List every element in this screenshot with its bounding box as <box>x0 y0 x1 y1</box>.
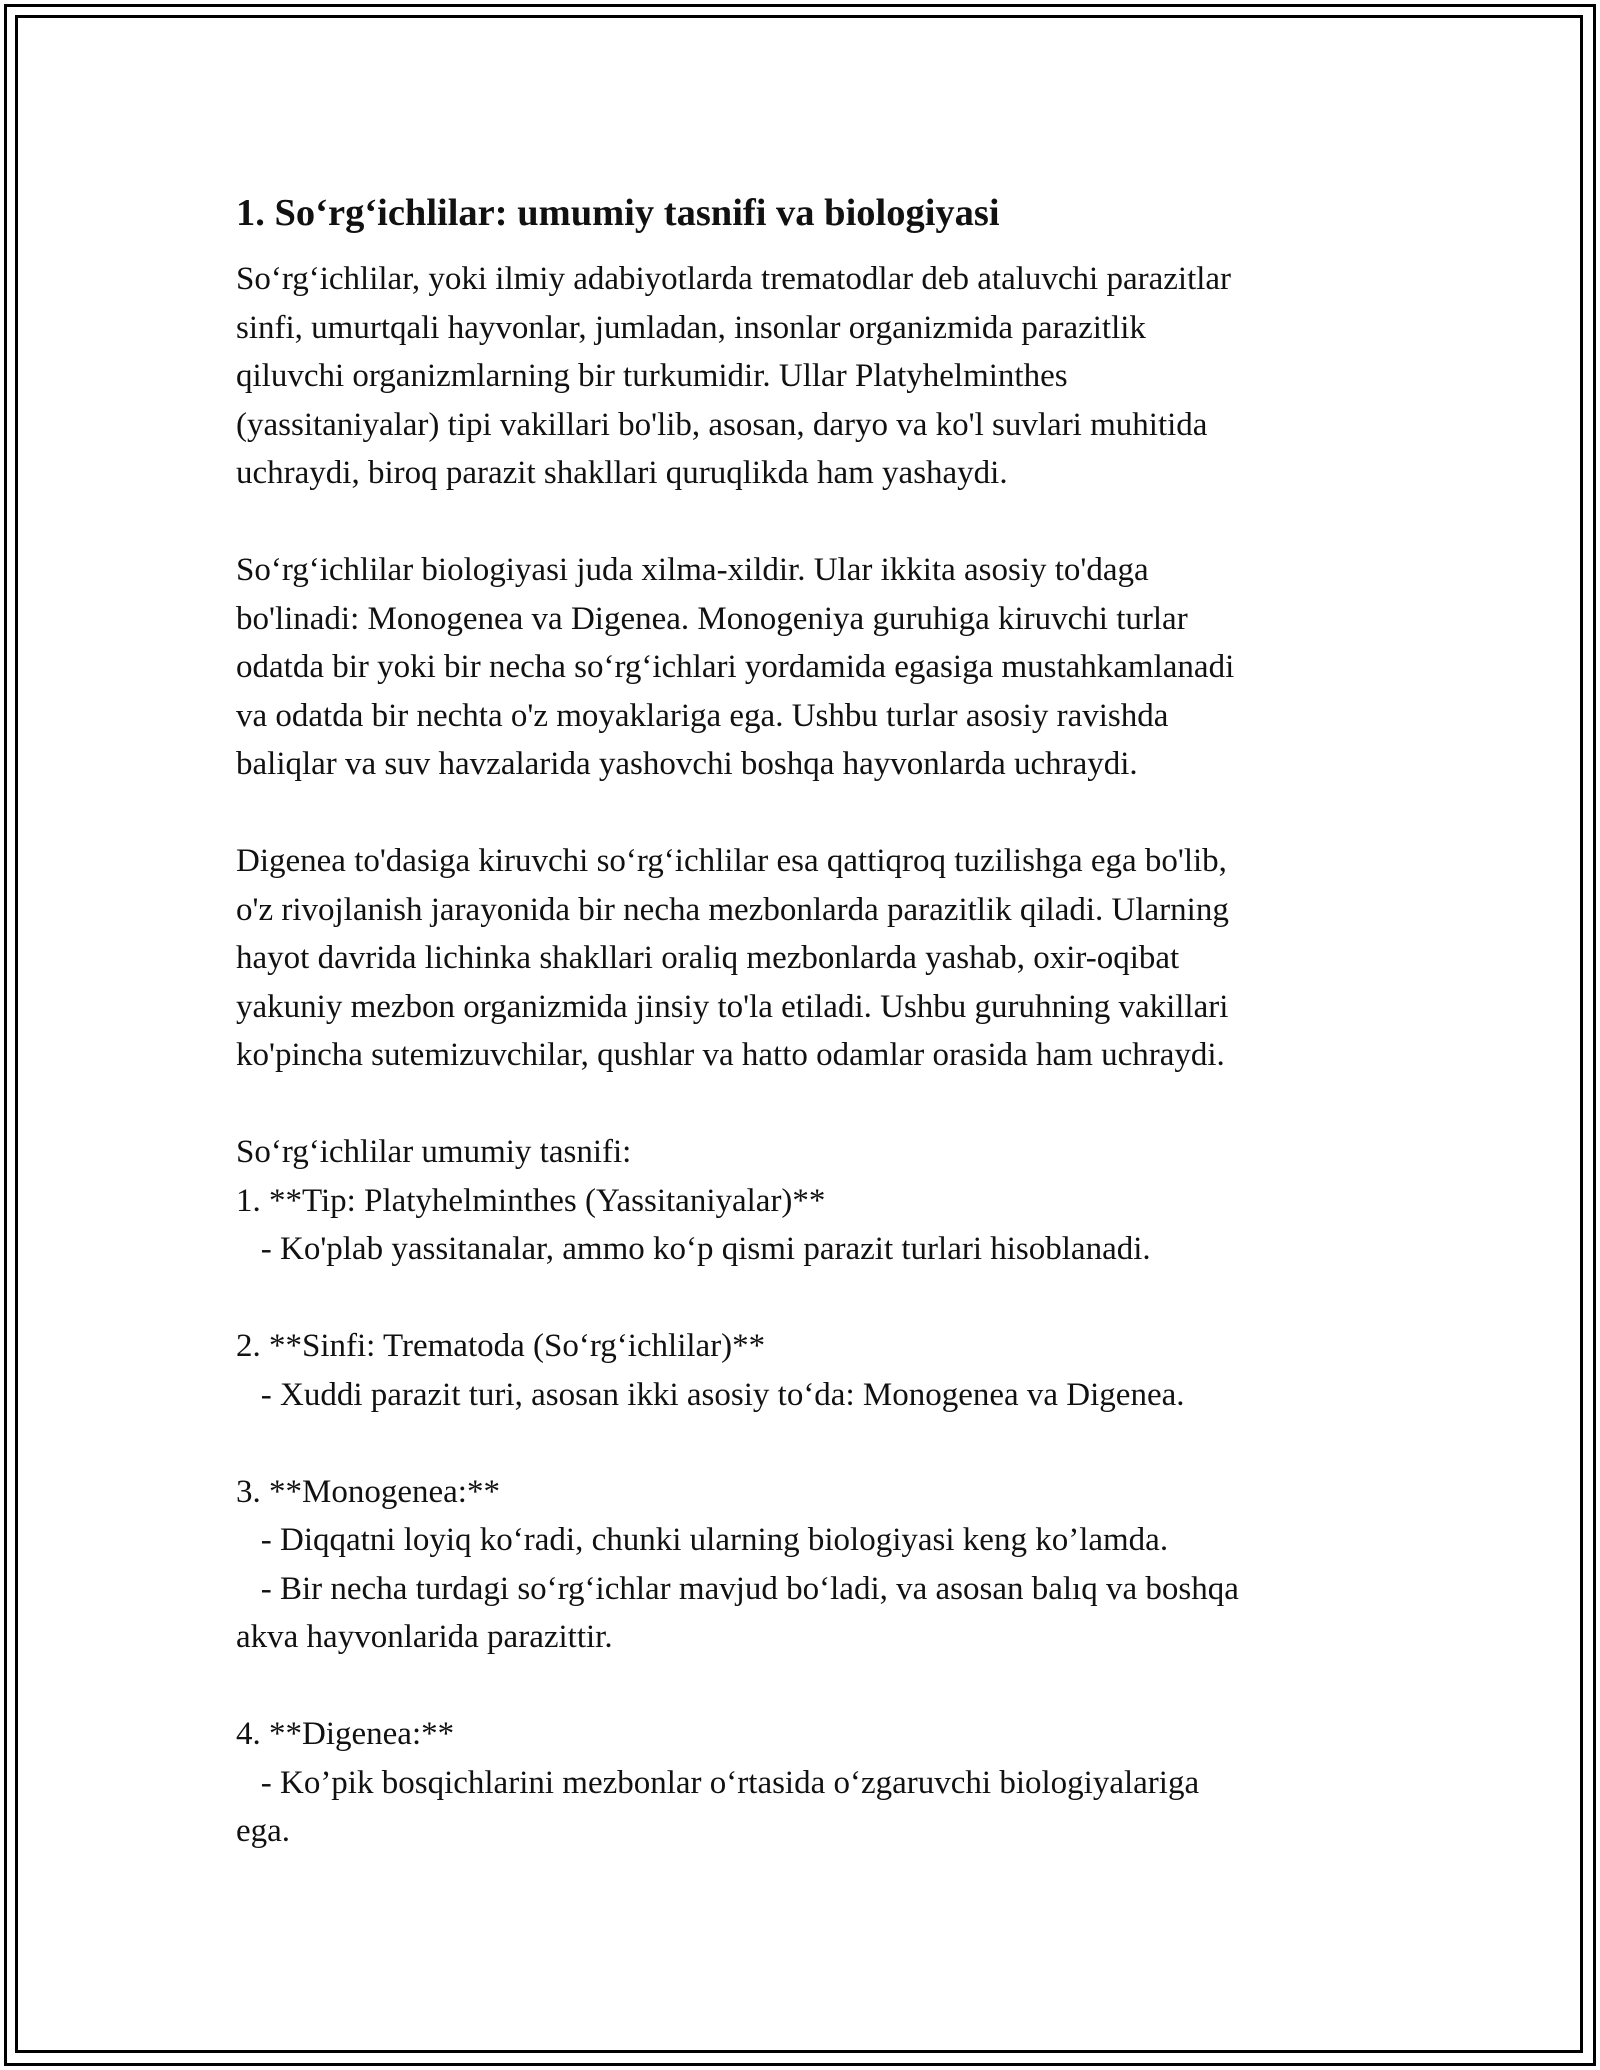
classification-item-line: - Ko’pik bosqichlarini mezbonlar o‘rtasida o‘zgaruvchi biologiyalariga <box>236 1764 1200 1801</box>
document-title: 1. So‘rg‘ichlilar: umumiy tasnifi va biologiyasi <box>236 192 1000 234</box>
classification-item-line: - Ko'plab yassitanalar, ammo ko‘p qismi parazit turlari hisoblanadi. <box>236 1231 1151 1267</box>
classification-item-title: 3. **Monogenea:** <box>236 1473 500 1510</box>
classification-item <box>236 1710 1376 1856</box>
classification-item-line: - Diqqatni loyiq ko‘radi, chunki ularning biologiyasi keng ko’lamda. <box>236 1522 1169 1558</box>
document-body <box>236 185 1376 1904</box>
paragraph-digenea: Digenea to'dasiga kiruvchi so‘rg‘ichlilar esa qattiqroq tuzilishga ega bo'lib, o'z rivojlanish jarayonida bir necha mezbonlarda parazitlik qiladi. Ularning hayot davrida lichinka shakllari oraliq mezbonlarda yashab, oxir-oqibat yakuniy mezbon organizmida jinsiy to'la etiladi. Ushbu guruhning vakillari ko'pincha sutemizuvchilar, qushlar va hatto odamlar orasida ham uchraydi. <box>236 843 1229 1073</box>
paragraph-biology: So‘rg‘ichlilar biologiyasi juda xilma-xildir. Ular ikkita asosiy to'daga bo'linadi: Monogenea va Digenea. Monogeniya guruhiga kiruvchi turlar odatda bir yoki bir necha so‘rg‘ichlari yordamida egasiga mustahkamlanadi va odatda bir nechta o'z moyaklariga ega. Ushbu turlar asosiy ravishda baliqlar va suv havzalarida yashovchi boshqa hayvonlarda uchraydi. <box>236 552 1235 782</box>
classification-item <box>236 1468 1376 1662</box>
classification-heading: So‘rg‘ichlilar umumiy tasnifi: <box>236 1134 632 1170</box>
classification-item-line: akva hayvonlarida parazittir. <box>236 1619 613 1655</box>
classification-item <box>236 1177 1376 1274</box>
classification-item-title: 2. **Sinfi: Trematoda (So‘rg‘ichlilar)** <box>236 1328 766 1364</box>
classification-item-title: 4. **Digenea:** <box>236 1716 455 1752</box>
classification-item-line: ega. <box>236 1813 291 1849</box>
classification-item-line: - Xuddi parazit turi, asosan ikki asosiy to‘da: Monogenea va Digenea. <box>236 1376 1185 1413</box>
classification-item <box>236 1322 1376 1419</box>
classification-item-title: 1. **Tip: Platyhelminthes (Yassitaniyalar)** <box>236 1182 826 1219</box>
paragraph-intro: So‘rg‘ichlilar, yoki ilmiy adabiyotlarda trematodlar deb ataluvchi parazitlar sinfi, umurtqali hayvonlar, jumladan, insonlar organizmida parazitlik qiluvchi organizmlarning bir turkumidir. Ullar Platyhelminthes (yassitaniyalar) tipi vakillari bo'lib, asosan, daryo va ko'l suvlari muhitida uchraydi, biroq parazit shakllari quruqlikda ham yashaydi. <box>236 261 1232 491</box>
classification-item-line: - Bir necha turdagi so‘rg‘ichlar mavjud bo‘ladi, va asosan balıq va boshqa <box>236 1570 1239 1607</box>
